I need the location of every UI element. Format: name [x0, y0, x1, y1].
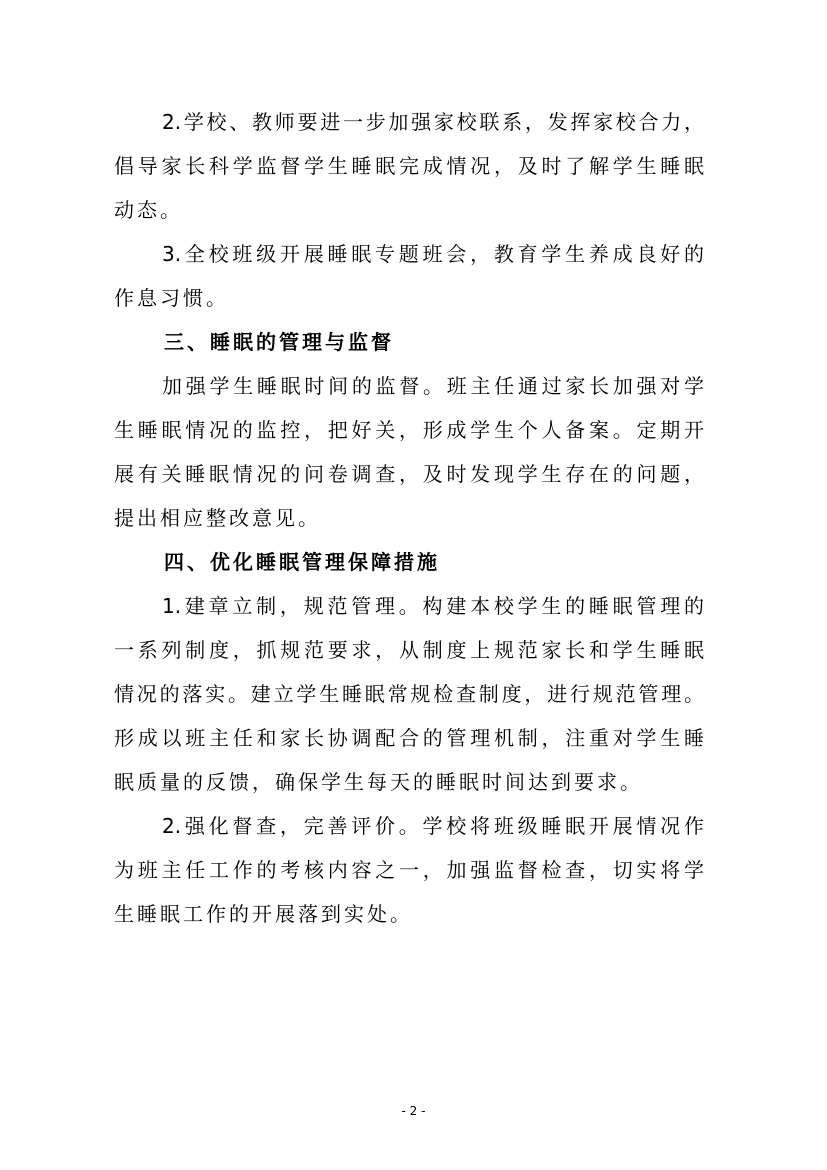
section4-item2-line1: 2.强化督查，完善评价。学校将班级睡眠开展情况作: [162, 814, 704, 838]
item2-school-line2: 倡导家长科学监督学生睡眠完成情况，及时了解学生睡眠: [114, 154, 704, 178]
section3-line2: 生睡眠情况的监控，把好关，形成学生个人备案。定期开: [114, 418, 704, 442]
section4-item1-line3: 情况的落实。建立学生睡眠常规检查制度，进行规范管理。: [114, 682, 704, 706]
section4-item2-line3: 生睡眠工作的开展落到实处。: [114, 902, 413, 926]
item2-school-line1: 2.学校、教师要进一步加强家校联系，发挥家校合力，: [162, 110, 704, 134]
page-number: - 2 -: [401, 1104, 426, 1118]
section3-heading: 三、睡眠的管理与监督: [164, 330, 394, 354]
section4-item1-line2: 一系列制度，抓规范要求，从制度上规范家长和学生睡眠: [114, 638, 704, 662]
item2-school-line3: 动态。: [114, 198, 183, 222]
item3-class-meeting-line2: 作息习惯。: [114, 286, 229, 310]
section4-item1-line4: 形成以班主任和家长协调配合的管理机制，注重对学生睡: [114, 726, 704, 750]
section4-item1-line1: 1.建章立制，规范管理。构建本校学生的睡眠管理的: [162, 594, 704, 618]
section4-heading: 四、优化睡眠管理保障措施: [164, 550, 440, 574]
section3-line4: 提出相应整改意见。: [114, 506, 321, 530]
section3-line1: 加强学生睡眠时间的监督。班主任通过家长加强对学: [162, 374, 704, 398]
section3-line3: 展有关睡眠情况的问卷调查，及时发现学生存在的问题，: [114, 462, 704, 486]
section4-item1-line5: 眠质量的反馈，确保学生每天的睡眠时间达到要求。: [114, 770, 643, 794]
item3-class-meeting-line1: 3.全校班级开展睡眠专题班会，教育学生养成良好的: [162, 242, 704, 266]
section4-item2-line2: 为班主任工作的考核内容之一，加强监督检查，切实将学: [114, 858, 704, 882]
